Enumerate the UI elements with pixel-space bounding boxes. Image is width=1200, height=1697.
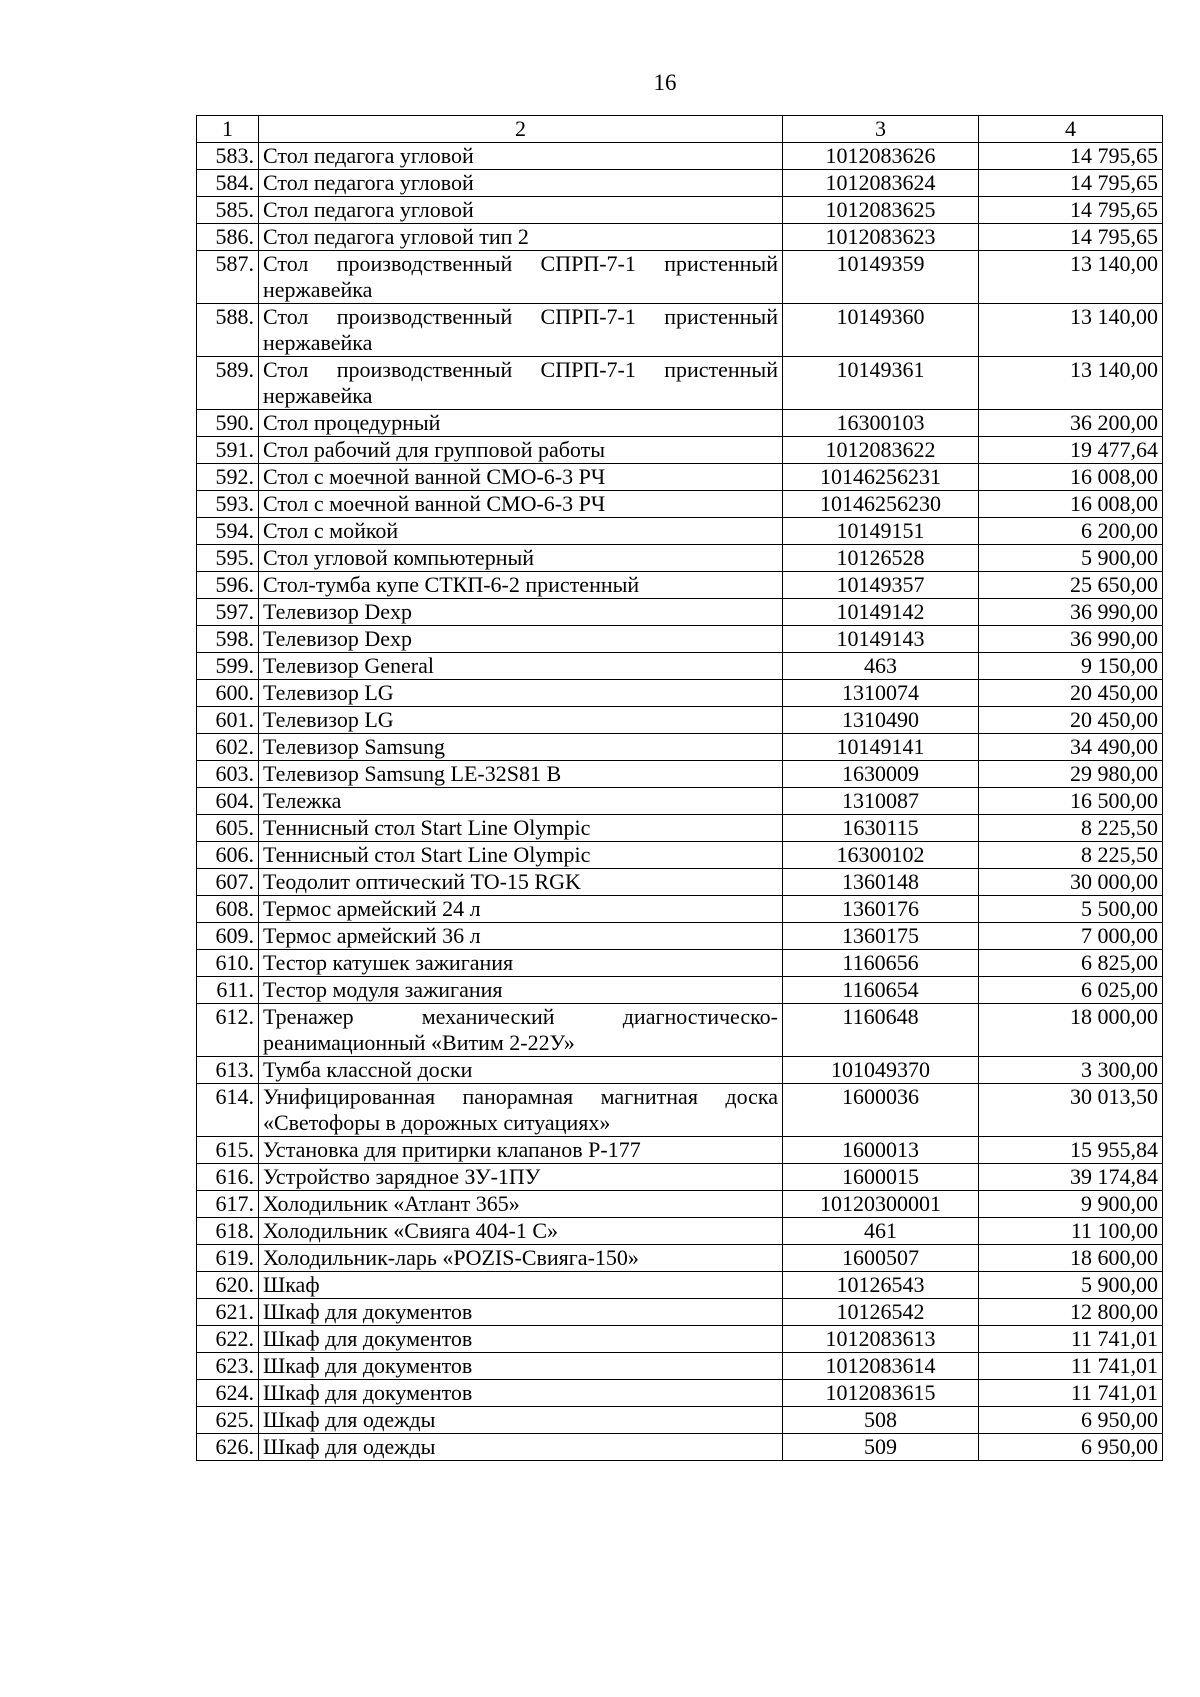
row-number: 600. xyxy=(197,680,259,707)
table-row xyxy=(197,1434,1163,1461)
item-price: 11 741,01 xyxy=(979,1353,1163,1380)
table-row xyxy=(197,518,1163,545)
item-name: Стол с моечной ванной СМО-6-3 РЧ xyxy=(259,464,783,491)
row-number: 605. xyxy=(197,815,259,842)
page-number: 16 xyxy=(653,70,677,95)
item-name: Тележка xyxy=(259,788,783,815)
table-row xyxy=(197,734,1163,761)
inventory-code: 16300102 xyxy=(783,842,979,869)
table-row xyxy=(197,815,1163,842)
row-number: 614. xyxy=(197,1084,259,1137)
column-header: 1 xyxy=(197,116,259,143)
item-name: Тумба классной доски xyxy=(259,1057,783,1084)
inventory-code: 508 xyxy=(783,1407,979,1434)
item-price: 14 795,65 xyxy=(979,170,1163,197)
table-row xyxy=(197,1407,1163,1434)
inventory-code: 10149360 xyxy=(783,304,979,357)
inventory-code: 10126543 xyxy=(783,1272,979,1299)
item-name: Тестор катушек зажигания xyxy=(259,950,783,977)
item-price: 6 825,00 xyxy=(979,950,1163,977)
item-price: 14 795,65 xyxy=(979,197,1163,224)
item-price: 18 600,00 xyxy=(979,1245,1163,1272)
item-name: Телевизор Dexp xyxy=(259,599,783,626)
inventory-code: 1012083622 xyxy=(783,437,979,464)
table-row xyxy=(197,896,1163,923)
item-name: Устройство зарядное ЗУ-1ПУ xyxy=(259,1164,783,1191)
inventory-code: 1600036 xyxy=(783,1084,979,1137)
table-row xyxy=(197,869,1163,896)
row-number: 583. xyxy=(197,143,259,170)
table-body xyxy=(197,116,1163,1461)
row-number: 624. xyxy=(197,1380,259,1407)
inventory-code: 10126542 xyxy=(783,1299,979,1326)
table-row xyxy=(197,170,1163,197)
table-row xyxy=(197,680,1163,707)
inventory-code: 1630115 xyxy=(783,815,979,842)
table-row xyxy=(197,653,1163,680)
row-number: 615. xyxy=(197,1137,259,1164)
row-number: 607. xyxy=(197,869,259,896)
inventory-code: 509 xyxy=(783,1434,979,1461)
item-price: 25 650,00 xyxy=(979,572,1163,599)
item-name: Теннисный стол Start Line Olympic xyxy=(259,842,783,869)
item-name: Стол с мойкой xyxy=(259,518,783,545)
inventory-code: 10146256231 xyxy=(783,464,979,491)
item-price: 7 000,00 xyxy=(979,923,1163,950)
item-price: 13 140,00 xyxy=(979,251,1163,304)
item-price: 18 000,00 xyxy=(979,1004,1163,1057)
item-price: 36 990,00 xyxy=(979,626,1163,653)
table-row xyxy=(197,707,1163,734)
table-row xyxy=(197,1191,1163,1218)
item-name: Стол процедурный xyxy=(259,410,783,437)
item-name: Холодильник-ларь «POZIS-Свияга-150» xyxy=(259,1245,783,1272)
inventory-code: 1600015 xyxy=(783,1164,979,1191)
row-number: 589. xyxy=(197,357,259,410)
item-name: Стол педагога угловой xyxy=(259,143,783,170)
row-number: 623. xyxy=(197,1353,259,1380)
table-row xyxy=(197,1164,1163,1191)
row-number: 621. xyxy=(197,1299,259,1326)
row-number: 597. xyxy=(197,599,259,626)
item-name: Шкаф для документов xyxy=(259,1299,783,1326)
inventory-code: 10149151 xyxy=(783,518,979,545)
item-name: Шкаф для одежды xyxy=(259,1407,783,1434)
inventory-code: 1360175 xyxy=(783,923,979,950)
row-number: 601. xyxy=(197,707,259,734)
item-name: Стол рабочий для групповой работы xyxy=(259,437,783,464)
item-name: Холодильник «Атлант 365» xyxy=(259,1191,783,1218)
item-price: 16 500,00 xyxy=(979,788,1163,815)
item-name: Теодолит оптический ТО-15 RGK xyxy=(259,869,783,896)
item-price: 15 955,84 xyxy=(979,1137,1163,1164)
inventory-code: 1012083625 xyxy=(783,197,979,224)
inventory-code: 1160648 xyxy=(783,1004,979,1057)
inventory-code: 1012083613 xyxy=(783,1326,979,1353)
row-number: 606. xyxy=(197,842,259,869)
item-name: Шкаф для документов xyxy=(259,1326,783,1353)
table-row xyxy=(197,491,1163,518)
table-row xyxy=(197,1380,1163,1407)
table-row xyxy=(197,1137,1163,1164)
row-number: 620. xyxy=(197,1272,259,1299)
inventory-code: 1160656 xyxy=(783,950,979,977)
inventory-code: 1360176 xyxy=(783,896,979,923)
inventory-code: 463 xyxy=(783,653,979,680)
item-name: Стол производственный СПРП-7-1 пристенный нержавейка xyxy=(259,304,783,357)
inventory-code: 1012083615 xyxy=(783,1380,979,1407)
column-header: 2 xyxy=(259,116,783,143)
table-row xyxy=(197,599,1163,626)
row-number: 585. xyxy=(197,197,259,224)
item-price: 14 795,65 xyxy=(979,143,1163,170)
inventory-code: 1630009 xyxy=(783,761,979,788)
table-row xyxy=(197,1084,1163,1137)
table-row xyxy=(197,842,1163,869)
table-row xyxy=(197,1245,1163,1272)
row-number: 612. xyxy=(197,1004,259,1057)
row-number: 625. xyxy=(197,1407,259,1434)
inventory-code: 461 xyxy=(783,1218,979,1245)
row-number: 610. xyxy=(197,950,259,977)
inventory-code: 10149359 xyxy=(783,251,979,304)
inventory-code: 10149141 xyxy=(783,734,979,761)
row-number: 618. xyxy=(197,1218,259,1245)
item-name: Стол педагога угловой тип 2 xyxy=(259,224,783,251)
item-price: 13 140,00 xyxy=(979,304,1163,357)
table-row xyxy=(197,224,1163,251)
item-price: 16 008,00 xyxy=(979,491,1163,518)
item-name: Шкаф для одежды xyxy=(259,1434,783,1461)
table-row xyxy=(197,1353,1163,1380)
item-price: 20 450,00 xyxy=(979,680,1163,707)
inventory-code: 10126528 xyxy=(783,545,979,572)
row-number: 590. xyxy=(197,410,259,437)
table-row xyxy=(197,761,1163,788)
inventory-code: 1012083626 xyxy=(783,143,979,170)
table-row xyxy=(197,464,1163,491)
item-name: Стол производственный СПРП-7-1 пристенный нержавейка xyxy=(259,357,783,410)
table-row xyxy=(197,572,1163,599)
inventory-code: 1012083623 xyxy=(783,224,979,251)
item-name: Телевизор General xyxy=(259,653,783,680)
item-price: 11 100,00 xyxy=(979,1218,1163,1245)
item-price: 9 900,00 xyxy=(979,1191,1163,1218)
inventory-code: 101049370 xyxy=(783,1057,979,1084)
column-header: 4 xyxy=(979,116,1163,143)
item-price: 29 980,00 xyxy=(979,761,1163,788)
item-price: 39 174,84 xyxy=(979,1164,1163,1191)
row-number: 591. xyxy=(197,437,259,464)
item-name: Тренажер механический диагностическо-реанимационный «Витим 2-22У» xyxy=(259,1004,783,1057)
table-row xyxy=(197,950,1163,977)
item-name: Стол педагога угловой xyxy=(259,170,783,197)
inventory-code: 1012083624 xyxy=(783,170,979,197)
item-price: 9 150,00 xyxy=(979,653,1163,680)
inventory-code: 10120300001 xyxy=(783,1191,979,1218)
inventory-code: 1360148 xyxy=(783,869,979,896)
inventory-code: 16300103 xyxy=(783,410,979,437)
item-price: 11 741,01 xyxy=(979,1380,1163,1407)
item-price: 19 477,64 xyxy=(979,437,1163,464)
inventory-code: 10149142 xyxy=(783,599,979,626)
row-number: 593. xyxy=(197,491,259,518)
item-name: Теннисный стол Start Line Olympic xyxy=(259,815,783,842)
item-price: 36 990,00 xyxy=(979,599,1163,626)
row-number: 587. xyxy=(197,251,259,304)
item-price: 11 741,01 xyxy=(979,1326,1163,1353)
item-price: 5 900,00 xyxy=(979,545,1163,572)
item-name: Унифицированная панорамная магнитная доска «Светофоры в дорожных ситуациях» xyxy=(259,1084,783,1137)
row-number: 602. xyxy=(197,734,259,761)
row-number: 608. xyxy=(197,896,259,923)
item-price: 34 490,00 xyxy=(979,734,1163,761)
row-number: 609. xyxy=(197,923,259,950)
inventory-code: 10149361 xyxy=(783,357,979,410)
item-price: 6 950,00 xyxy=(979,1434,1163,1461)
item-name: Телевизор Dexp xyxy=(259,626,783,653)
item-name: Шкаф для документов xyxy=(259,1353,783,1380)
inventory-table xyxy=(196,115,1163,1461)
item-name: Термос армейский 24 л xyxy=(259,896,783,923)
item-name: Телевизор LG xyxy=(259,707,783,734)
column-header: 3 xyxy=(783,116,979,143)
row-number: 598. xyxy=(197,626,259,653)
table-row xyxy=(197,143,1163,170)
item-name: Шкаф xyxy=(259,1272,783,1299)
row-number: 617. xyxy=(197,1191,259,1218)
row-number: 604. xyxy=(197,788,259,815)
item-name: Телевизор LG xyxy=(259,680,783,707)
inventory-code: 1160654 xyxy=(783,977,979,1004)
item-price: 16 008,00 xyxy=(979,464,1163,491)
row-number: 619. xyxy=(197,1245,259,1272)
item-name: Термос армейский 36 л xyxy=(259,923,783,950)
item-price: 6 025,00 xyxy=(979,977,1163,1004)
item-price: 12 800,00 xyxy=(979,1299,1163,1326)
table-row xyxy=(197,437,1163,464)
row-number: 611. xyxy=(197,977,259,1004)
item-price: 13 140,00 xyxy=(979,357,1163,410)
table-header-row xyxy=(197,116,1163,143)
table-row xyxy=(197,923,1163,950)
item-price: 30 000,00 xyxy=(979,869,1163,896)
item-price: 36 200,00 xyxy=(979,410,1163,437)
row-number: 594. xyxy=(197,518,259,545)
row-number: 595. xyxy=(197,545,259,572)
table-row xyxy=(197,197,1163,224)
row-number: 592. xyxy=(197,464,259,491)
table-row xyxy=(197,304,1163,357)
row-number: 584. xyxy=(197,170,259,197)
item-name: Стол производственный СПРП-7-1 пристенный нержавейка xyxy=(259,251,783,304)
inventory-code: 1310087 xyxy=(783,788,979,815)
item-price: 8 225,50 xyxy=(979,842,1163,869)
table-row xyxy=(197,977,1163,1004)
table-row xyxy=(197,1299,1163,1326)
table-row xyxy=(197,1004,1163,1057)
table-row xyxy=(197,1272,1163,1299)
item-name: Установка для притирки клапанов Р-177 xyxy=(259,1137,783,1164)
inventory-code: 10149357 xyxy=(783,572,979,599)
table-row xyxy=(197,545,1163,572)
row-number: 613. xyxy=(197,1057,259,1084)
row-number: 622. xyxy=(197,1326,259,1353)
inventory-code: 1600013 xyxy=(783,1137,979,1164)
inventory-code: 10146256230 xyxy=(783,491,979,518)
item-name: Стол-тумба купе СТКП-6-2 пристенный xyxy=(259,572,783,599)
item-name: Холодильник «Свияга 404-1 С» xyxy=(259,1218,783,1245)
item-price: 6 950,00 xyxy=(979,1407,1163,1434)
table-row xyxy=(197,1218,1163,1245)
inventory-code: 1012083614 xyxy=(783,1353,979,1380)
row-number: 599. xyxy=(197,653,259,680)
item-name: Стол с моечной ванной СМО-6-3 РЧ xyxy=(259,491,783,518)
item-price: 5 500,00 xyxy=(979,896,1163,923)
item-price: 14 795,65 xyxy=(979,224,1163,251)
table-row xyxy=(197,788,1163,815)
row-number: 596. xyxy=(197,572,259,599)
row-number: 588. xyxy=(197,304,259,357)
item-price: 30 013,50 xyxy=(979,1084,1163,1137)
item-name: Стол педагога угловой xyxy=(259,197,783,224)
row-number: 603. xyxy=(197,761,259,788)
table-row xyxy=(197,251,1163,304)
item-price: 8 225,50 xyxy=(979,815,1163,842)
table-row xyxy=(197,410,1163,437)
table-row xyxy=(197,626,1163,653)
item-name: Тестор модуля зажигания xyxy=(259,977,783,1004)
table-row xyxy=(197,357,1163,410)
inventory-code: 1600507 xyxy=(783,1245,979,1272)
item-name: Шкаф для документов xyxy=(259,1380,783,1407)
item-name: Телевизор Samsung LE-32S81 B xyxy=(259,761,783,788)
inventory-code: 10149143 xyxy=(783,626,979,653)
row-number: 626. xyxy=(197,1434,259,1461)
table-row xyxy=(197,1057,1163,1084)
item-name: Стол угловой компьютерный xyxy=(259,545,783,572)
row-number: 586. xyxy=(197,224,259,251)
item-price: 3 300,00 xyxy=(979,1057,1163,1084)
item-price: 20 450,00 xyxy=(979,707,1163,734)
item-name: Телевизор Samsung xyxy=(259,734,783,761)
table-row xyxy=(197,1326,1163,1353)
inventory-code: 1310074 xyxy=(783,680,979,707)
row-number: 616. xyxy=(197,1164,259,1191)
item-price: 5 900,00 xyxy=(979,1272,1163,1299)
item-price: 6 200,00 xyxy=(979,518,1163,545)
inventory-code: 1310490 xyxy=(783,707,979,734)
